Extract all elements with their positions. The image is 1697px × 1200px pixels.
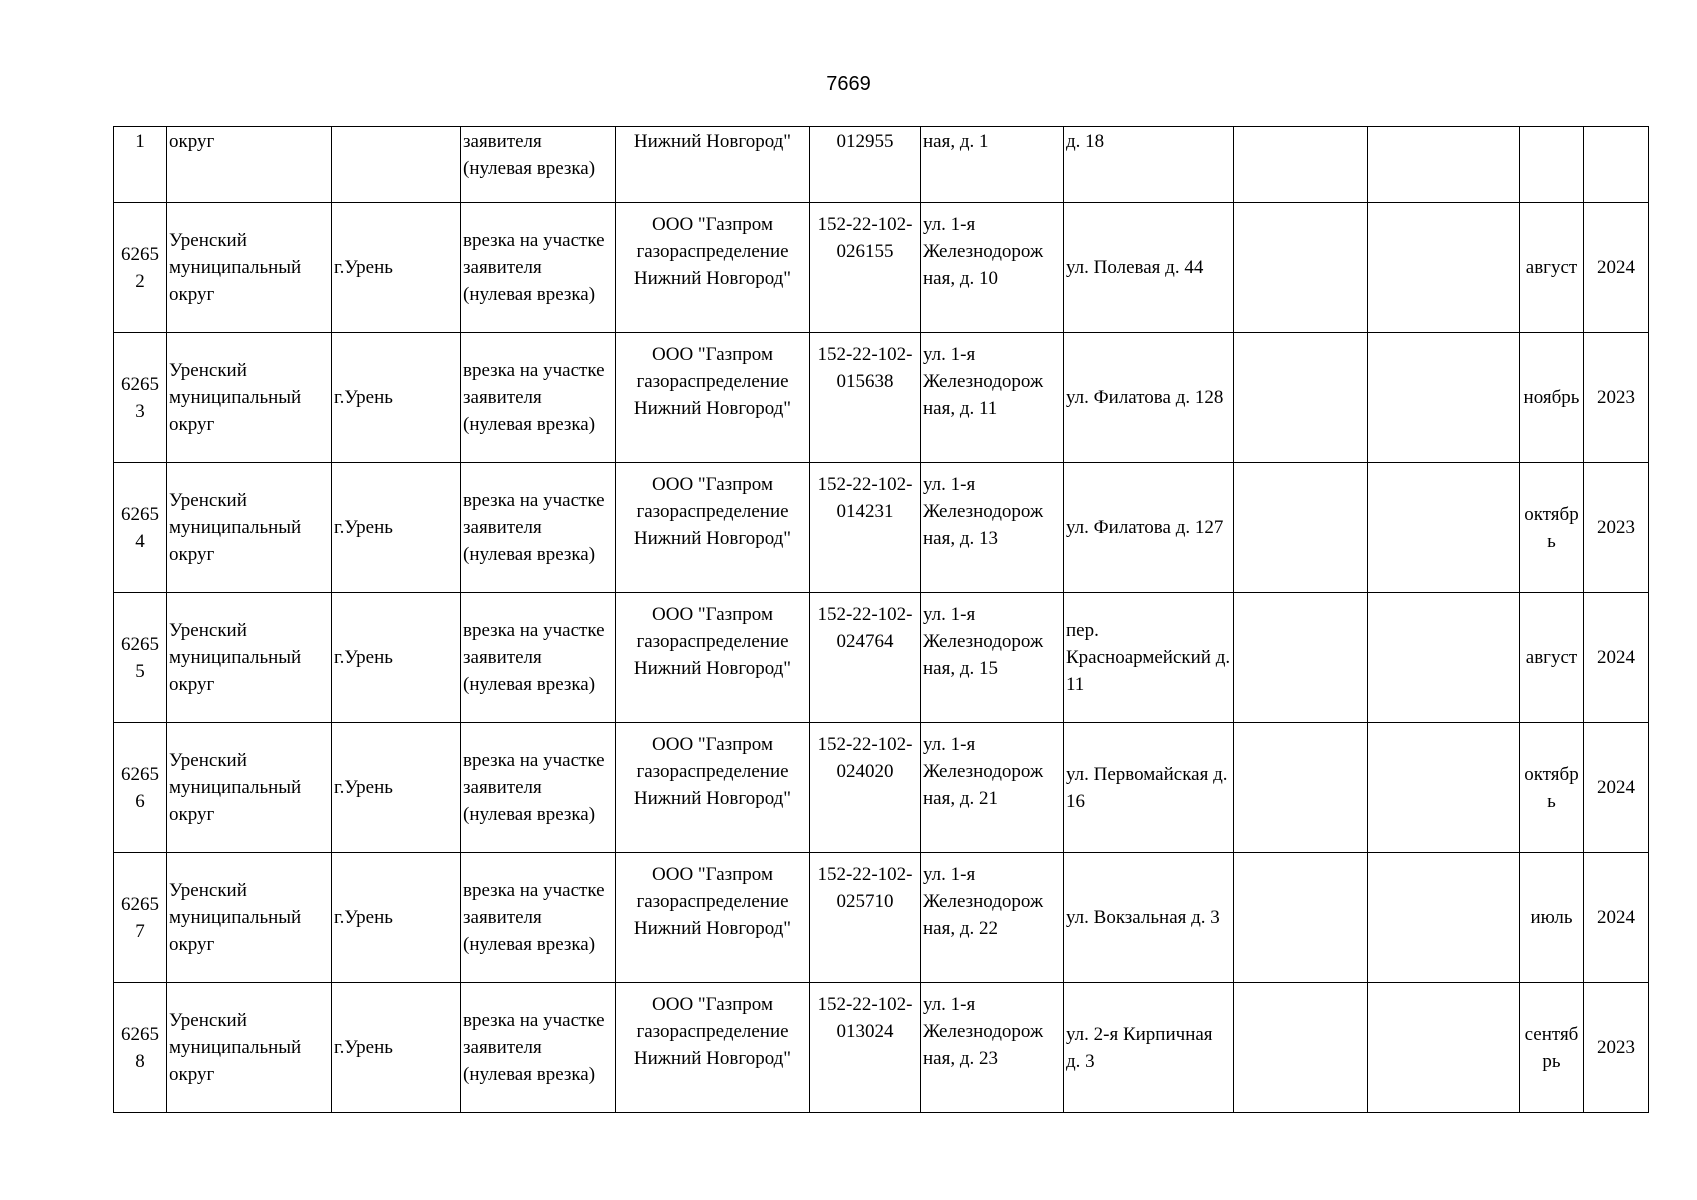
cell-method: заявителя (нулевая врезка) (461, 127, 616, 203)
cell-number: 6265 6 (114, 723, 167, 853)
cell-locality: г.Урень (332, 463, 461, 593)
table-row (114, 723, 1649, 853)
cell-blank-2 (1368, 983, 1520, 1113)
cell-blank-1 (1234, 203, 1368, 333)
cell-method: врезка на участке заявителя (нулевая врезка) (461, 203, 616, 333)
cell-blank-1 (1234, 127, 1368, 203)
cell-number: 6265 3 (114, 333, 167, 463)
cell-number: 6265 4 (114, 463, 167, 593)
table-row (114, 463, 1649, 593)
register-table (113, 126, 1649, 1113)
cell-locality (332, 127, 461, 203)
cell-district: Уренский муниципальный округ (167, 983, 332, 1113)
cell-blank-1 (1234, 723, 1368, 853)
table-body (114, 127, 1649, 1113)
cell-to-address: пер. Красноармейский д. 11 (1064, 593, 1234, 723)
page-number: 7669 (826, 73, 871, 95)
cell-month: август (1520, 203, 1584, 333)
cell-locality: г.Урень (332, 853, 461, 983)
cell-district: Уренский муниципальный округ (167, 203, 332, 333)
cell-locality: г.Урень (332, 593, 461, 723)
cell-locality: г.Урень (332, 203, 461, 333)
cell-blank-1 (1234, 333, 1368, 463)
cell-month (1520, 127, 1584, 203)
cell-from-address: ул. 1-я Железнодорож ная, д. 13 (921, 463, 1064, 593)
cell-month: ноябрь (1520, 333, 1584, 463)
cell-code: 152-22-102-024020 (810, 723, 921, 853)
cell-blank-2 (1368, 203, 1520, 333)
cell-year: 2024 (1584, 203, 1649, 333)
cell-code: 152-22-102-025710 (810, 853, 921, 983)
cell-to-address: д. 18 (1064, 127, 1234, 203)
cell-blank-1 (1234, 853, 1368, 983)
cell-blank-2 (1368, 593, 1520, 723)
table-row (114, 127, 1649, 203)
cell-to-address: ул. Филатова д. 128 (1064, 333, 1234, 463)
cell-method: врезка на участке заявителя (нулевая врезка) (461, 593, 616, 723)
cell-locality: г.Урень (332, 333, 461, 463)
cell-locality: г.Урень (332, 983, 461, 1113)
cell-code: 152-22-102-026155 (810, 203, 921, 333)
cell-code: 152-22-102-024764 (810, 593, 921, 723)
cell-blank-1 (1234, 983, 1368, 1113)
cell-year: 2024 (1584, 593, 1649, 723)
cell-number: 6265 7 (114, 853, 167, 983)
cell-month: октябр ь (1520, 723, 1584, 853)
cell-blank-2 (1368, 127, 1520, 203)
cell-district: Уренский муниципальный округ (167, 723, 332, 853)
cell-number: 6265 2 (114, 203, 167, 333)
cell-number: 6265 5 (114, 593, 167, 723)
cell-locality: г.Урень (332, 723, 461, 853)
cell-method: врезка на участке заявителя (нулевая врезка) (461, 723, 616, 853)
cell-from-address: ул. 1-я Железнодорож ная, д. 10 (921, 203, 1064, 333)
cell-to-address: ул. Филатова д. 127 (1064, 463, 1234, 593)
cell-number: 1 (114, 127, 167, 203)
cell-code: 152-22-102-015638 (810, 333, 921, 463)
cell-blank-1 (1234, 593, 1368, 723)
cell-from-address: ул. 1-я Железнодорож ная, д. 22 (921, 853, 1064, 983)
cell-code: 012955 (810, 127, 921, 203)
cell-blank-2 (1368, 853, 1520, 983)
cell-from-address: ная, д. 1 (921, 127, 1064, 203)
cell-district: округ (167, 127, 332, 203)
table-row (114, 983, 1649, 1113)
cell-year: 2024 (1584, 853, 1649, 983)
cell-method: врезка на участке заявителя (нулевая врезка) (461, 333, 616, 463)
cell-to-address: ул. Полевая д. 44 (1064, 203, 1234, 333)
cell-month: июль (1520, 853, 1584, 983)
cell-blank-2 (1368, 463, 1520, 593)
cell-blank-1 (1234, 463, 1368, 593)
cell-district: Уренский муниципальный округ (167, 463, 332, 593)
cell-organization: ООО "Газпром газораспределение Нижний Новгород" (616, 463, 810, 593)
cell-district: Уренский муниципальный округ (167, 333, 332, 463)
cell-year: 2023 (1584, 333, 1649, 463)
cell-year (1584, 127, 1649, 203)
table-row (114, 203, 1649, 333)
cell-year: 2023 (1584, 463, 1649, 593)
cell-year: 2024 (1584, 723, 1649, 853)
cell-month: сентяб рь (1520, 983, 1584, 1113)
cell-organization: ООО "Газпром газораспределение Нижний Новгород" (616, 333, 810, 463)
cell-organization: ООО "Газпром газораспределение Нижний Новгород" (616, 723, 810, 853)
cell-from-address: ул. 1-я Железнодорож ная, д. 11 (921, 333, 1064, 463)
cell-method: врезка на участке заявителя (нулевая врезка) (461, 463, 616, 593)
cell-blank-2 (1368, 333, 1520, 463)
cell-organization: ООО "Газпром газораспределение Нижний Новгород" (616, 593, 810, 723)
cell-organization: ООО "Газпром газораспределение Нижний Новгород" (616, 203, 810, 333)
cell-to-address: ул. Вокзальная д. 3 (1064, 853, 1234, 983)
cell-code: 152-22-102-014231 (810, 463, 921, 593)
cell-method: врезка на участке заявителя (нулевая врезка) (461, 853, 616, 983)
cell-method: врезка на участке заявителя (нулевая врезка) (461, 983, 616, 1113)
table-row (114, 333, 1649, 463)
cell-organization: ООО "Газпром газораспределение Нижний Новгород" (616, 983, 810, 1113)
cell-organization: ООО "Газпром газораспределение Нижний Новгород" (616, 853, 810, 983)
cell-district: Уренский муниципальный округ (167, 593, 332, 723)
cell-year: 2023 (1584, 983, 1649, 1113)
cell-from-address: ул. 1-я Железнодорож ная, д. 21 (921, 723, 1064, 853)
cell-number: 6265 8 (114, 983, 167, 1113)
table-row (114, 853, 1649, 983)
cell-to-address: ул. Первомайская д. 16 (1064, 723, 1234, 853)
cell-code: 152-22-102-013024 (810, 983, 921, 1113)
cell-district: Уренский муниципальный округ (167, 853, 332, 983)
cell-from-address: ул. 1-я Железнодорож ная, д. 23 (921, 983, 1064, 1113)
cell-month: октябр ь (1520, 463, 1584, 593)
cell-to-address: ул. 2-я Кирпичная д. 3 (1064, 983, 1234, 1113)
cell-month: август (1520, 593, 1584, 723)
cell-organization: Нижний Новгород" (616, 127, 810, 203)
cell-blank-2 (1368, 723, 1520, 853)
cell-from-address: ул. 1-я Железнодорож ная, д. 15 (921, 593, 1064, 723)
table-row (114, 593, 1649, 723)
